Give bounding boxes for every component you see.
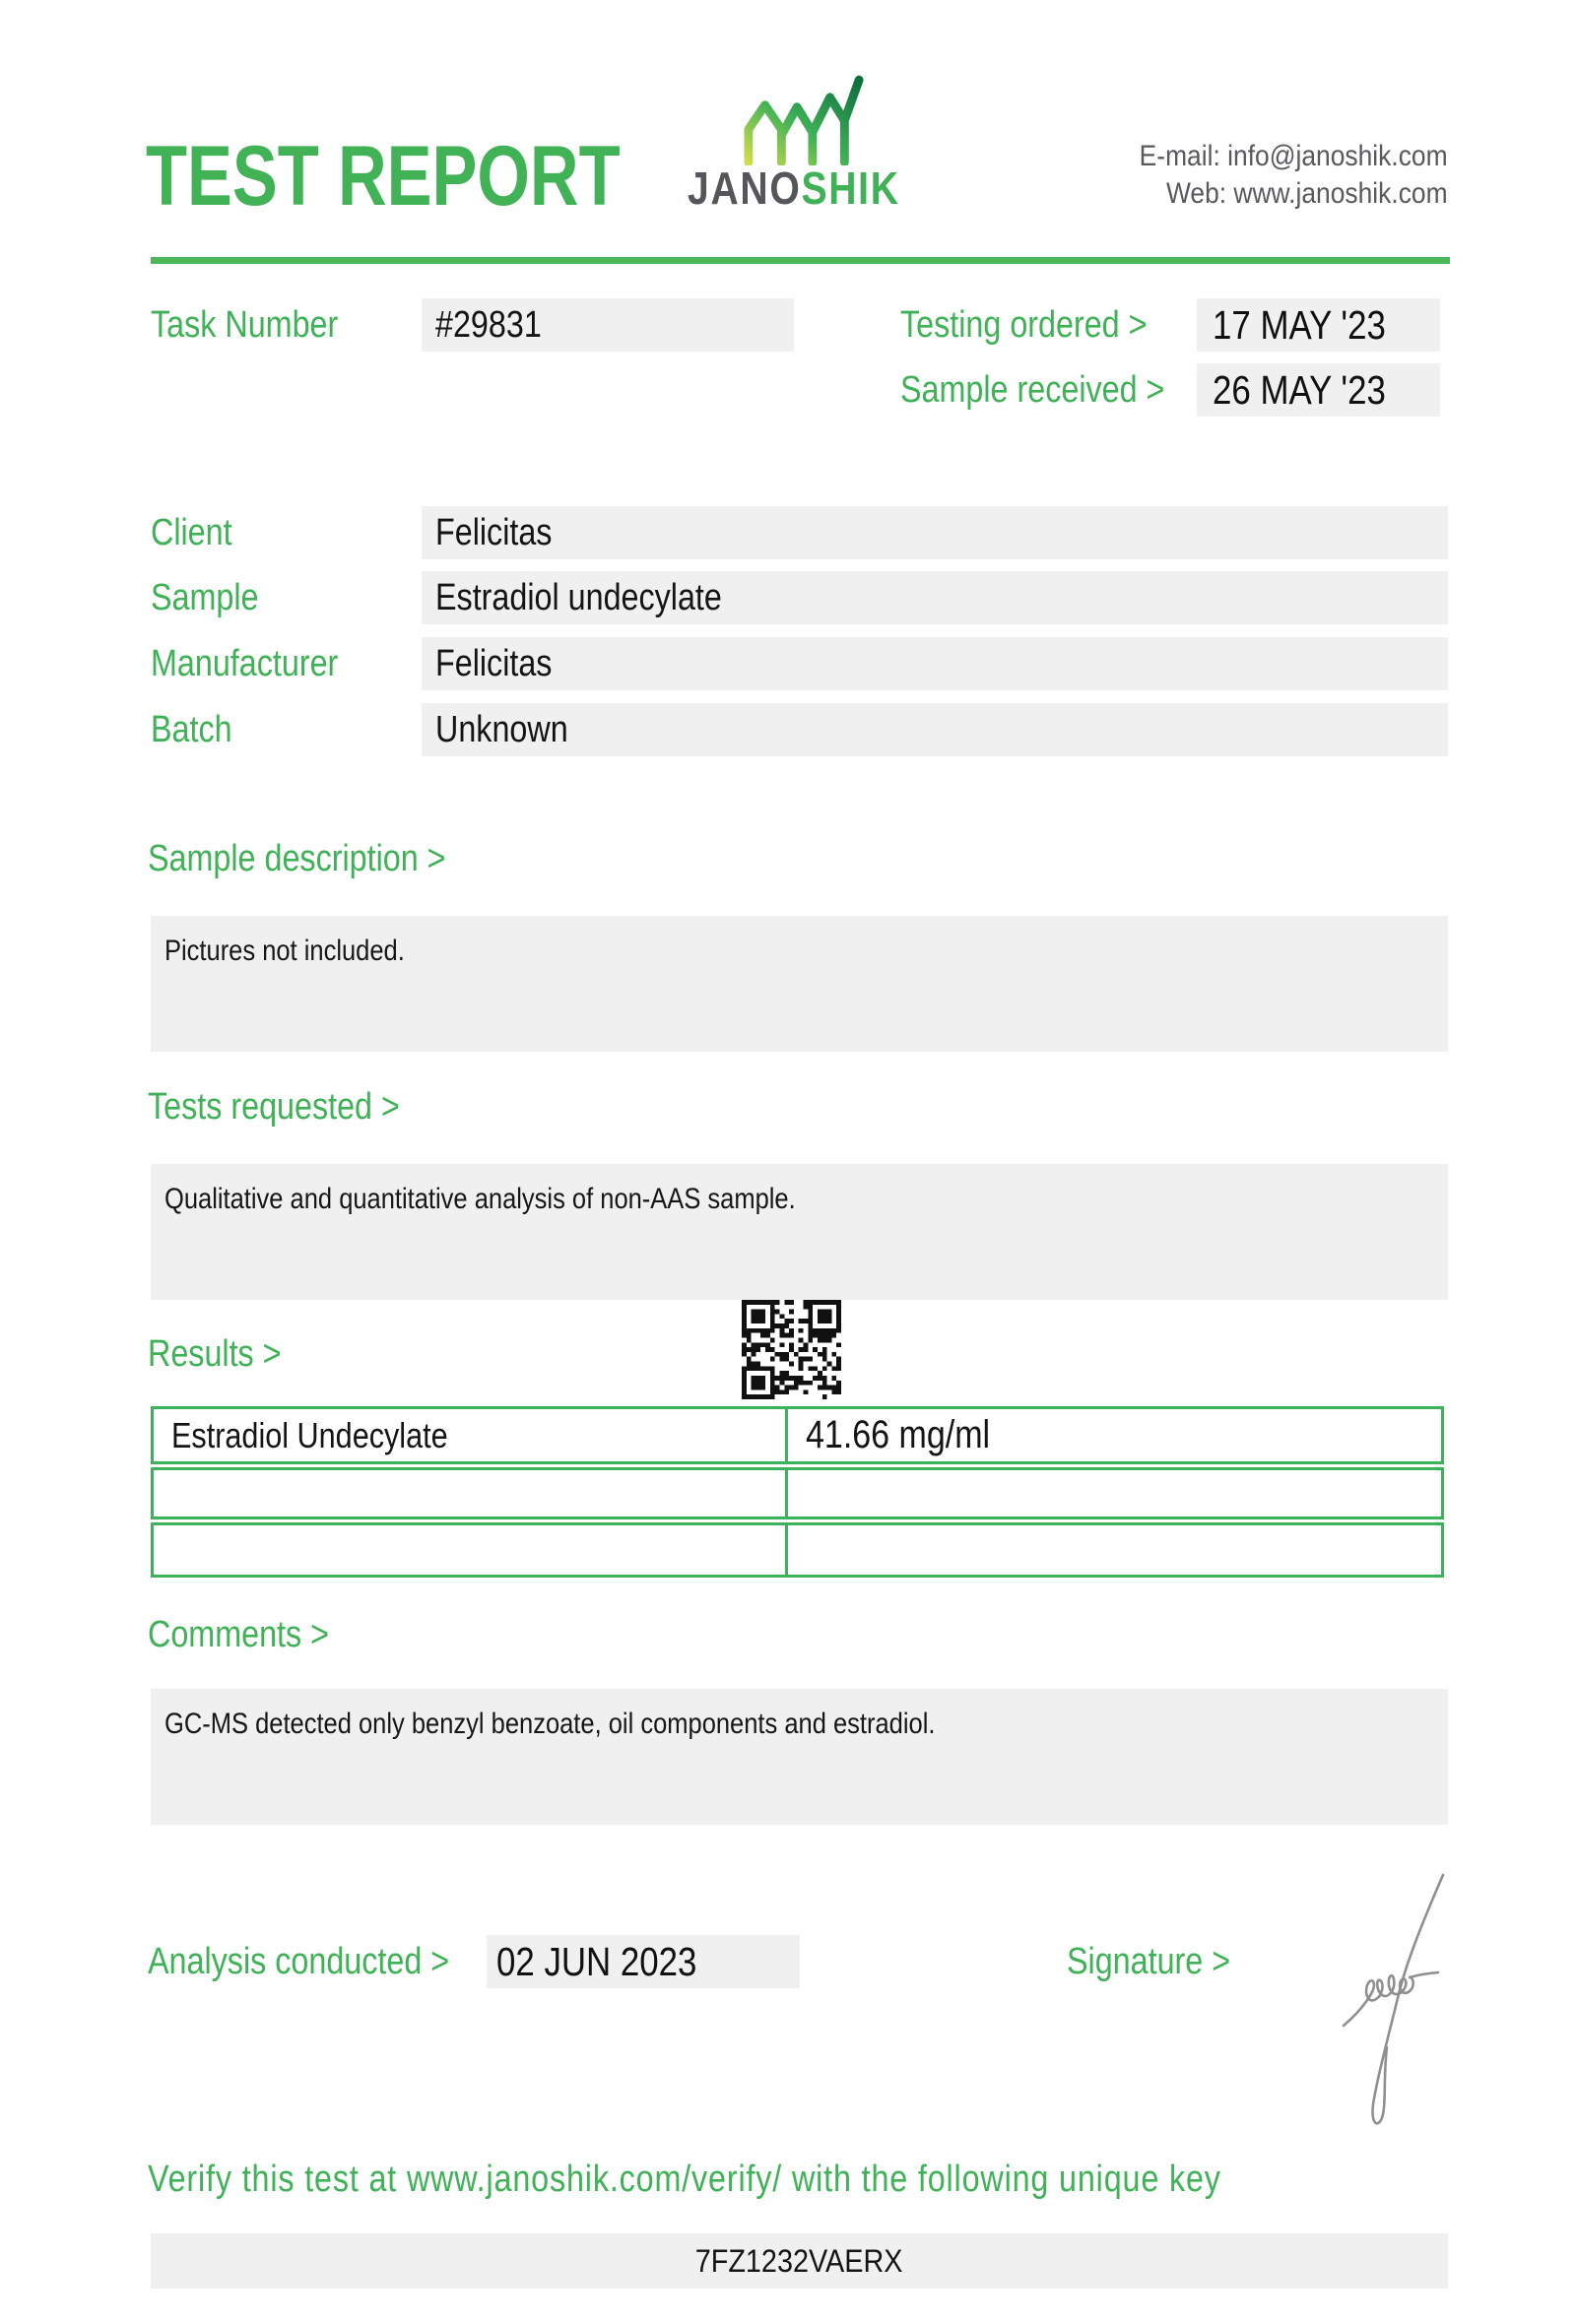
client-label: Client [151,512,232,553]
testing-ordered-label: Testing ordered > [900,304,1148,346]
analysis-date-value: 02 JUN 2023 [496,1939,697,1984]
qr-code [742,1300,841,1399]
manufacturer-label: Manufacturer [151,643,339,684]
comments-panel [151,1689,1448,1825]
sample-received-value: 26 MAY '23 [1213,367,1386,413]
handwritten-signature [1302,1864,1460,2160]
manufacturer-value: Felicitas [435,643,553,684]
task-number-value-box [422,298,794,352]
testing-ordered-value: 17 MAY '23 [1213,302,1386,348]
sample-received-label: Sample received > [900,369,1165,411]
growth-chart-icon [741,73,867,165]
results-table-row [151,1522,1444,1578]
sample-value: Estradiol undecylate [435,577,722,618]
analysis-conducted-label: Analysis conducted > [148,1941,450,1982]
tests-requested-text: Qualitative and quantitative analysis of non-AAS sample. [164,1183,796,1215]
task-number-value: #29831 [435,304,542,346]
brand-wordmark-right: SHIK [801,162,900,214]
batch-label: Batch [151,709,232,750]
client-value: Felicitas [435,512,553,553]
verify-key-box [151,2233,1448,2289]
client-value-box [422,506,1448,559]
results-value: 41.66 mg/ml [806,1413,991,1456]
results-value-cell [785,1467,1444,1519]
results-table-row [151,1467,1444,1519]
results-heading: Results > [148,1333,282,1375]
results-analyte-cell [151,1467,788,1519]
contact-block [1097,138,1448,213]
sample-label: Sample [151,577,259,618]
brand-wordmark-left: JANO [688,162,802,214]
header-divider [151,257,1450,264]
analysis-date-box [487,1935,800,1988]
batch-value: Unknown [435,709,568,750]
results-analyte-cell [151,1406,788,1464]
sample-description-heading: Sample description > [148,838,446,879]
sample-received-value-box [1197,363,1440,417]
results-analyte: Estradiol Undecylate [171,1414,448,1455]
results-value-cell [785,1522,1444,1578]
sample-description-panel [151,916,1448,1052]
results-analyte-cell [151,1522,788,1578]
tests-requested-panel [151,1164,1448,1300]
sample-description-text: Pictures not included. [164,935,405,967]
manufacturer-value-box [422,637,1448,690]
tests-requested-heading: Tests requested > [148,1086,400,1128]
comments-heading: Comments > [148,1614,329,1655]
testing-ordered-value-box [1197,298,1440,352]
batch-value-box [422,703,1448,756]
results-value-cell [785,1406,1444,1464]
sample-value-box [422,571,1448,624]
verify-key: 7FZ1232VAERX [695,2243,903,2279]
contact-web: Web: www.janoshik.com [1166,177,1448,210]
signature-label: Signature > [1067,1941,1231,1982]
verify-instruction: Verify this test at www.janoshik.com/verify/ with the following unique key [148,2159,1221,2200]
comments-text: GC-MS detected only benzyl benzoate, oil components and estradiol. [164,1708,936,1740]
page-title: TEST REPORT [146,129,621,224]
results-table-row [151,1406,1444,1464]
brand-wordmark [688,162,900,214]
task-number-label: Task Number [151,304,339,346]
contact-email: E-mail: info@janoshik.com [1140,140,1448,172]
